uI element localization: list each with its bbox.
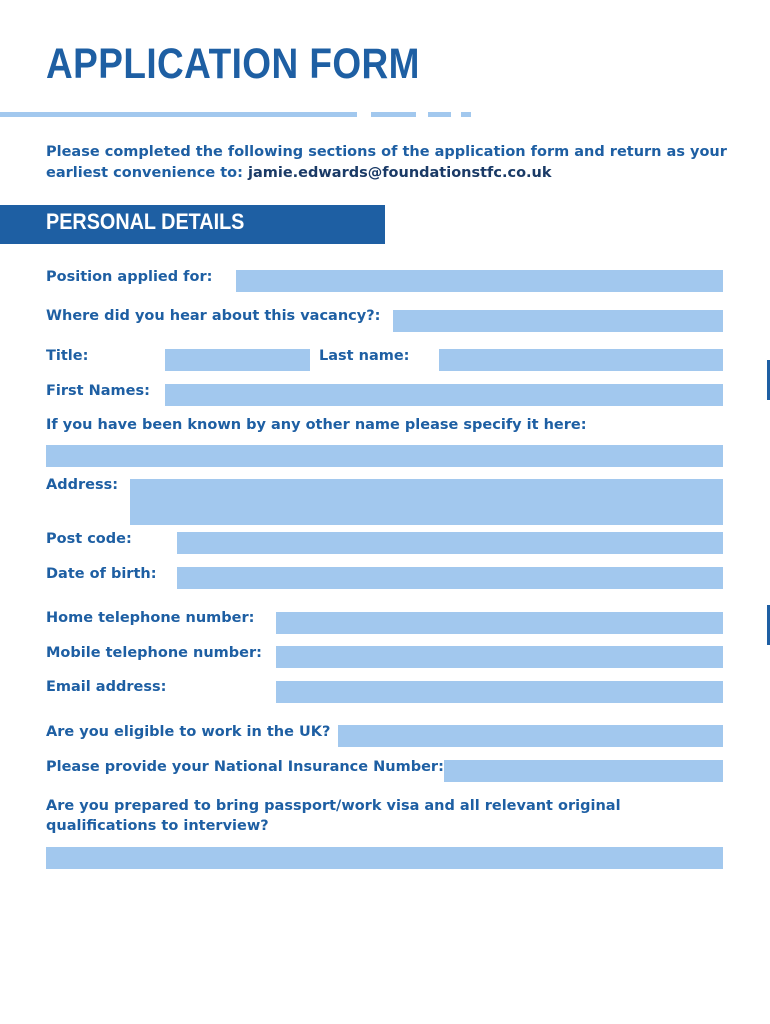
post-code-label: Post code: [46,531,132,547]
passport-field[interactable] [46,847,723,869]
intro-text: Please completed the following sections of the application form and return as your earliest convenience to: [46,144,727,181]
email-field[interactable] [276,681,723,703]
title-label: Title: [46,348,89,364]
divider-line [0,112,357,117]
mobile-phone-label: Mobile telephone number: [46,645,262,661]
position-label: Position applied for: [46,269,213,285]
vacancy-source-field[interactable] [393,310,723,332]
dob-label: Date of birth: [46,566,157,582]
other-name-label: If you have been known by any other name please specify it here: [46,417,587,433]
divider-dash [371,112,416,117]
eligible-uk-field[interactable] [338,725,723,747]
vacancy-source-label: Where did you hear about this vacancy?: [46,308,381,324]
intro-paragraph [46,142,746,184]
post-code-field[interactable] [177,532,723,554]
dob-field[interactable] [177,567,723,589]
first-names-label: First Names: [46,383,150,399]
divider-dash [428,112,451,117]
first-names-field[interactable] [165,384,723,406]
passport-label: Are you prepared to bring passport/work visa and all relevant original qualifications to interview? [46,798,621,834]
position-field[interactable] [236,270,723,292]
email-label: Email address: [46,679,167,695]
home-phone-label: Home telephone number: [46,610,255,626]
home-phone-field[interactable] [276,612,723,634]
divider-dash [461,112,471,117]
contact-email: jamie.edwards@foundationstfc.co.uk [248,165,552,181]
other-name-field[interactable] [46,445,723,467]
ni-number-field[interactable] [444,760,723,782]
section-title: PERSONAL DETAILS [46,209,245,234]
page-title: APPLICATION FORM [46,40,420,88]
last-name-label: Last name: [319,348,410,364]
address-field[interactable] [130,479,723,525]
ni-number-label: Please provide your National Insurance Number: [46,759,444,775]
mobile-phone-field[interactable] [276,646,723,668]
last-name-field[interactable] [439,349,723,371]
title-field[interactable] [165,349,310,371]
eligible-uk-label: Are you eligible to work in the UK? [46,724,331,740]
address-label: Address: [46,477,119,493]
